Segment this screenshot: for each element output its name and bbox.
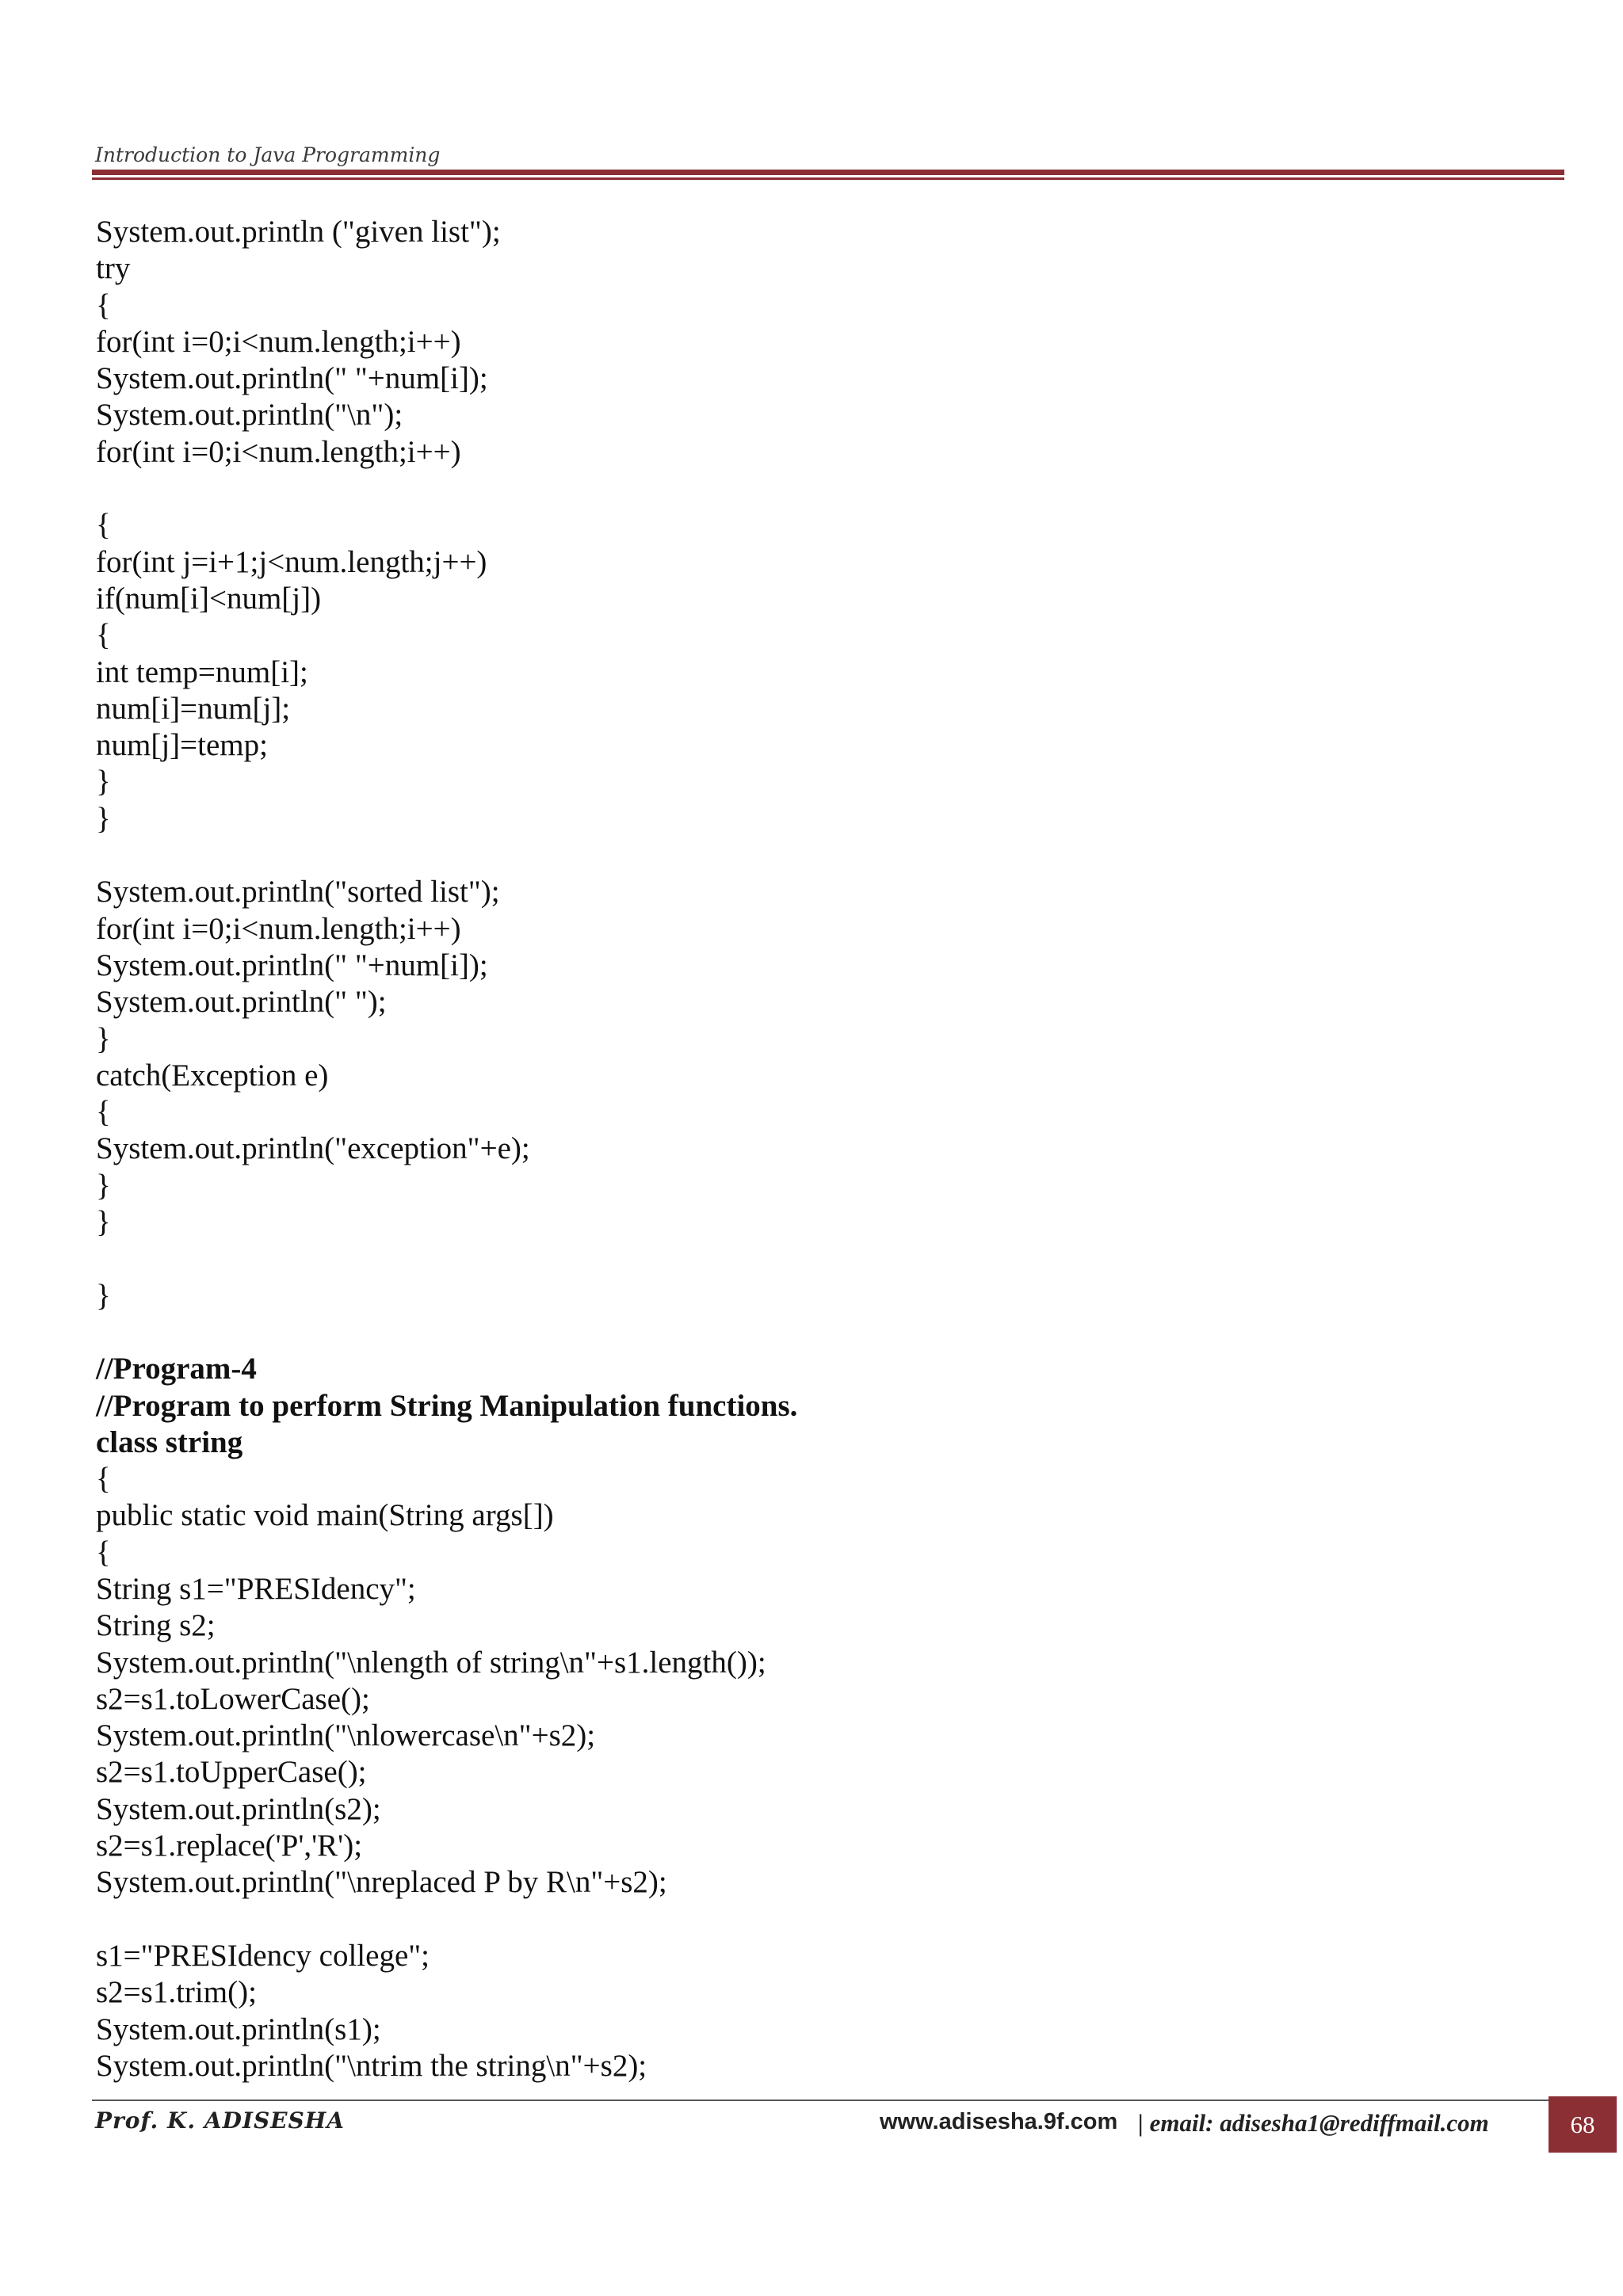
header-rule-thin (92, 177, 1564, 180)
footer-author: Prof. K. ADISESHA (95, 2107, 345, 2134)
footer-website: www.adisesha.9f.com (880, 2109, 1118, 2134)
code-line: public static void main(String args[]) (96, 1498, 554, 1533)
code-line: } (96, 1278, 111, 1313)
code-line: System.out.println ("given list"); (96, 215, 501, 249)
blank-line (96, 1901, 1126, 1938)
code-line: s2=s1.toUpperCase(); (96, 1755, 367, 1790)
code-line: { (96, 1535, 111, 1569)
code-line: for(int i=0;i<num.length;i++) (96, 324, 461, 359)
code-line: System.out.println(s2); (96, 1791, 381, 1826)
code-line: for(int i=0;i<num.length;i++) (96, 434, 461, 469)
code-line: System.out.println("sorted list"); (96, 875, 500, 910)
code-line: System.out.println(" "); (96, 985, 387, 1020)
code-listing (96, 214, 1126, 2084)
code-line: { (96, 1095, 111, 1130)
code-line: //Program-4 (96, 1352, 257, 1386)
code-line: System.out.println("\ntrim the string\n"+s2); (96, 2048, 647, 2083)
blank-line (96, 471, 1126, 507)
code-line: System.out.println("\nlowercase\n"+s2); (96, 1718, 596, 1753)
code-line: int temp=num[i]; (96, 654, 308, 689)
code-line: } (96, 1168, 111, 1203)
header-rule-thick (92, 170, 1564, 175)
code-line: s2=s1.replace('P','R'); (96, 1829, 363, 1863)
code-line: s2=s1.trim(); (96, 1975, 257, 2010)
code-line: String s2; (96, 1608, 216, 1643)
code-line: System.out.println(" "+num[i]); (96, 361, 488, 396)
code-line: } (96, 765, 111, 799)
code-line: try (96, 251, 131, 286)
code-line: num[i]=num[j]; (96, 691, 291, 726)
blank-line (96, 837, 1126, 874)
code-line: String s1="PRESIdency"; (96, 1571, 416, 1606)
code-line: for(int i=0;i<num.length;i++) (96, 911, 461, 946)
code-line: class string (96, 1425, 243, 1459)
code-line: { (96, 508, 111, 543)
code-line: { (96, 1462, 111, 1497)
code-line: //Program to perform String Manipulation functions. (96, 1388, 798, 1423)
code-line: catch(Exception e) (96, 1058, 329, 1093)
page-number: 68 (1570, 2110, 1595, 2138)
code-line: System.out.println("\nreplaced P by R\n"+s2); (96, 1865, 667, 1900)
code-line: num[j]=temp; (96, 728, 268, 763)
blank-line (96, 1314, 1126, 1351)
page-number-badge (1549, 2096, 1617, 2153)
code-line: } (96, 1021, 111, 1056)
blank-line (96, 1241, 1126, 1277)
code-line: { (96, 288, 111, 322)
footer-rule (92, 2100, 1549, 2101)
code-line: if(num[i]<num[j]) (96, 581, 322, 616)
code-line: for(int j=i+1;j<num.length;j++) (96, 544, 487, 579)
code-line: System.out.println(" "+num[i]); (96, 948, 488, 982)
code-line: System.out.println("exception"+e); (96, 1131, 530, 1166)
code-line: { (96, 618, 111, 653)
code-line: s2=s1.toLowerCase(); (96, 1681, 370, 1716)
running-header-title: Introduction to Java Programming (95, 143, 441, 166)
code-line: s1="PRESIdency college"; (96, 1938, 430, 1973)
code-line: } (96, 801, 111, 836)
code-line: System.out.println("\n"); (96, 398, 403, 433)
code-line: } (96, 1205, 111, 1240)
code-line: System.out.println(s1); (96, 2012, 381, 2046)
footer-email: | email: adisesha1@rediffmail.com (1138, 2109, 1489, 2137)
code-line: System.out.println("\nlength of string\n"+s1.length()); (96, 1645, 766, 1680)
